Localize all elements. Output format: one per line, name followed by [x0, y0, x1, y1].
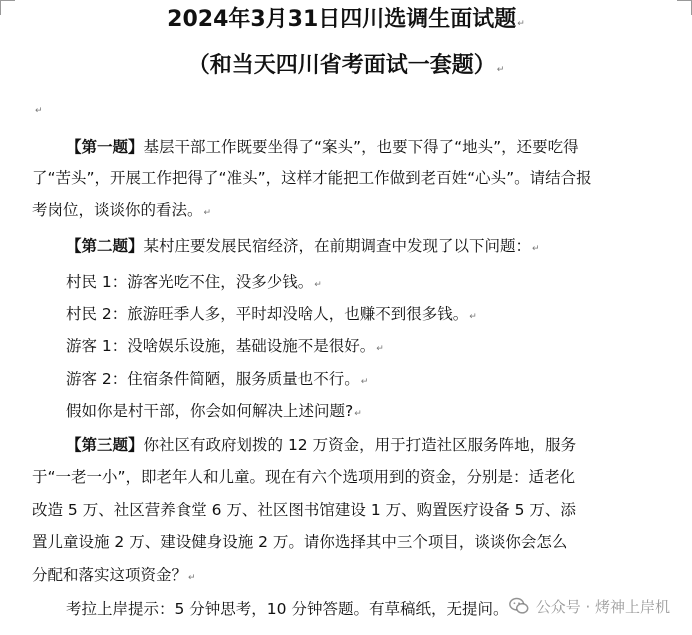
watermark-text: 公众号 · 烤神上岸机 [535, 597, 670, 616]
title-line-1: 2024年3月31日四川选调生面试题 [167, 7, 517, 32]
q1-label: 【第一题】 [66, 138, 144, 156]
paragraph-mark: ↵ [376, 344, 384, 354]
q3-text-2: 于“一老一小”，即老年人和儿童。现在有六个选项用到的资金，分别是：适老化 [32, 468, 576, 486]
wechat-icon [508, 595, 530, 617]
empty-paragraph [34, 96, 664, 123]
q2-item-4 [66, 367, 692, 394]
tip-text: 考拉上岸提示：5 分钟思考，10 分钟答题。有草稿纸，无提问。 [66, 600, 509, 618]
title-line-2: （和当天四川省考面试一套题） [187, 53, 496, 78]
paragraph-mark: ↵ [314, 280, 322, 290]
q2-item-text: 村民 1：游客光吃不住，没多少钱。 [66, 273, 314, 291]
q3-line-1 [66, 433, 692, 457]
paragraph-mark: ↵ [532, 244, 540, 254]
q3-line-5 [32, 563, 662, 590]
q3-text-4: 置儿童设施 2 万、建设健身设施 2 万。请你选择其中三个项目，谈谈你会怎么 [32, 533, 568, 551]
q3-line-4 [32, 530, 662, 554]
q1-line-3 [32, 198, 662, 225]
q3-line-2 [32, 465, 662, 489]
q1-text-3: 考岗位，谈谈你的看法。 [32, 201, 203, 219]
page-subtitle [0, 52, 692, 84]
paragraph-mark: ↵ [354, 409, 362, 419]
paragraph-mark: ↵ [496, 65, 505, 75]
q2-label: 【第二题】 [66, 237, 144, 255]
paragraph-mark: ↵ [360, 377, 369, 387]
q2-question [66, 399, 692, 426]
q2-item-1 [66, 270, 692, 297]
q2-question-text: 假如你是村干部，你会如何解决上述问题? [66, 402, 354, 420]
q2-item-3 [66, 334, 692, 361]
paragraph-mark: ↵ [469, 312, 477, 322]
q2-item-2 [66, 302, 692, 329]
page-title [0, 6, 692, 38]
q2-item-text: 游客 2：住宿条件简陋，服务质量也不行。 [66, 370, 360, 388]
q2-item-text: 游客 1：没啥娱乐设施，基础设施不是很好。 [66, 337, 376, 355]
q2-item-text: 村民 2：旅游旺季人多，平时却没啥人，也赚不到很多钱。 [66, 305, 469, 323]
paragraph-mark: ↵ [35, 106, 43, 116]
q3-text-1: 你社区有政府划拨的 12 万资金，用于打造社区服务阵地，服务 [143, 436, 577, 454]
watermark [508, 592, 670, 620]
q2-line-intro [66, 234, 692, 261]
q3-line-3 [32, 498, 662, 522]
q3-label: 【第三题】 [66, 436, 144, 454]
q1-line-1 [66, 135, 692, 159]
q1-text-1: 基层干部工作既要坐得了“案头”，也要下得了“地头”，还要吃得 [143, 138, 579, 156]
q3-text-5: 分配和落实这项资金？ [32, 566, 188, 584]
q1-line-2 [32, 166, 662, 190]
q2-intro: 某村庄要发展民宿经济，在前期调查中发现了以下问题： [143, 237, 532, 255]
paragraph-mark: ↵ [188, 573, 196, 583]
q1-text-2: 了“苦头”，开展工作把得了“准头”，这样才能把工作做到老百姓“心头”。请结合报 [32, 169, 592, 187]
paragraph-mark: ↵ [517, 19, 525, 29]
q3-text-3: 改造 5 万、社区营养食堂 6 万、社区图书馆建设 1 万、购置医疗设备 5 万、添 [32, 501, 576, 519]
paragraph-mark: ↵ [203, 208, 212, 218]
